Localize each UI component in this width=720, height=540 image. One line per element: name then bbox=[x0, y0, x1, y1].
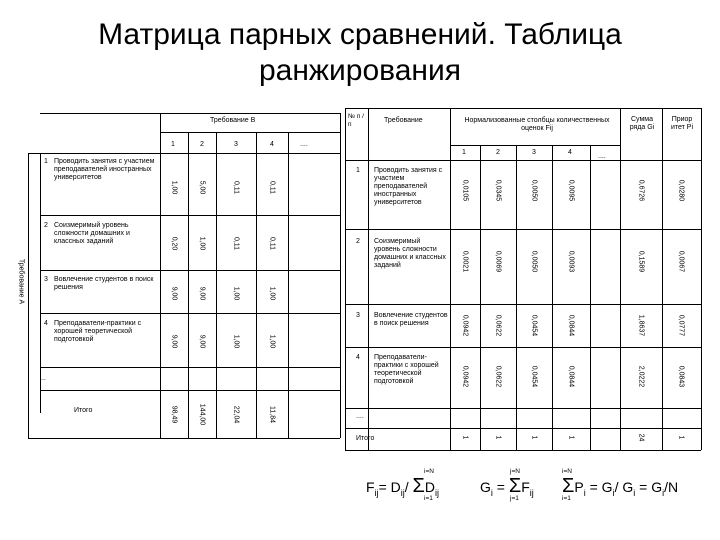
matrix-value: 9,00 bbox=[198, 286, 206, 301]
priority-value: 0,0280 bbox=[677, 179, 685, 202]
col-number: 2 bbox=[200, 141, 204, 148]
row-number: 2 bbox=[356, 238, 360, 245]
total-value: 22,04 bbox=[232, 405, 240, 424]
matrix-value: 0,11 bbox=[268, 180, 276, 195]
normalized-value: 0,0622 bbox=[494, 365, 502, 388]
col-number: 2 bbox=[496, 149, 500, 156]
total-label: Итого bbox=[74, 407, 93, 414]
normalized-value: 0,0069 bbox=[494, 250, 502, 273]
row-number: 2 bbox=[44, 222, 48, 229]
total-priority: 1 bbox=[677, 435, 685, 440]
row-number: 4 bbox=[44, 320, 48, 327]
row-label: Вовлечение студентов в поиск решения bbox=[54, 276, 154, 291]
col-number: .... bbox=[300, 141, 308, 148]
row-label: Проводить занятия с участием преподавателей иностранных университетов bbox=[374, 167, 443, 206]
requirement-a-label: Требование A bbox=[17, 258, 25, 305]
total-value: 144,00 bbox=[198, 403, 206, 426]
matrix-value: 9,00 bbox=[198, 334, 206, 349]
normalized-value: 0,0942 bbox=[461, 314, 469, 337]
normalized-value: 0,0050 bbox=[530, 179, 538, 202]
normalized-value: 0,0050 bbox=[530, 250, 538, 273]
header-priority: Приор итет Pi bbox=[670, 116, 694, 131]
row-number: 1 bbox=[356, 167, 360, 174]
matrix-value: 1,00 bbox=[232, 286, 240, 301]
title-line-1: Матрица парных сравнений. Таблица bbox=[98, 18, 622, 51]
row-sum: 0,6726 bbox=[637, 179, 645, 202]
row-number: 3 bbox=[44, 276, 48, 283]
normalized-value: 0,0021 bbox=[461, 250, 469, 273]
title-line-2: ранжирования bbox=[259, 54, 461, 87]
col-number: .... bbox=[598, 153, 606, 160]
matrix-value: 9,00 bbox=[170, 286, 178, 301]
header-number: № п /п bbox=[348, 113, 364, 128]
col-number: 1 bbox=[171, 141, 175, 148]
normalized-value: 0,0105 bbox=[461, 179, 469, 202]
row-number: 4 bbox=[356, 354, 360, 361]
row-label: Преподаватели-практики с хорошей теоретической подготовкой bbox=[374, 354, 439, 385]
total-sum: 24 bbox=[637, 433, 645, 442]
sum-lower: i=1 bbox=[562, 495, 571, 502]
normalized-value: 0,0095 bbox=[567, 179, 575, 202]
row-label: Соизмеримый уровень сложности домашних и классных заданий bbox=[374, 238, 446, 269]
matrix-value: 5,00 bbox=[198, 180, 206, 195]
normalized-value: 0,0454 bbox=[530, 365, 538, 388]
dots: .... bbox=[356, 413, 364, 420]
matrix-value: 0,11 bbox=[232, 180, 240, 195]
priority-value: 0,0843 bbox=[677, 365, 685, 388]
normalized-value: 0,0622 bbox=[494, 314, 502, 337]
normalized-value: 0,0844 bbox=[567, 314, 575, 337]
matrix-value: 1,00 bbox=[268, 286, 276, 301]
matrix-value: 1,00 bbox=[268, 334, 276, 349]
matrix-value: 0,20 bbox=[170, 236, 178, 251]
row-sum: 0,1589 bbox=[637, 250, 645, 273]
sum-lower: i=1 bbox=[424, 495, 433, 502]
formula-priority: $\Sigma P_i = G_i/$ $G_i = G_i/N$ bbox=[562, 475, 679, 498]
row-label: Вовлечение студентов в поиск решения bbox=[374, 312, 448, 327]
requirement-b-header: Требование B bbox=[210, 117, 256, 124]
total-value: 98,49 bbox=[170, 405, 178, 424]
col-number: 1 bbox=[462, 149, 466, 156]
header-requirement: Требование bbox=[384, 117, 423, 124]
row-sum: 2,0222 bbox=[637, 365, 645, 388]
total-value: 1 bbox=[494, 435, 502, 440]
col-number: 4 bbox=[568, 149, 572, 156]
row-label: Преподаватели-практики с хорошей теоретической подготовкой bbox=[54, 320, 142, 343]
normalized-value: 0,0844 bbox=[567, 365, 575, 388]
sum-upper: i=N bbox=[424, 468, 434, 475]
matrix-value: 1,00 bbox=[170, 180, 178, 195]
priority-value: 0,0777 bbox=[677, 314, 685, 337]
formula-normalization: $F_{ij}= D_{ij}/$ $\Sigma D_{ij}$ bbox=[366, 475, 440, 498]
row-label: Проводить занятия с участием преподавателей иностранных университетов bbox=[54, 158, 155, 181]
dots: ... bbox=[40, 375, 46, 382]
sum-lower: j=1 bbox=[510, 495, 519, 502]
col-number: 3 bbox=[532, 149, 536, 156]
total-value: 11,84 bbox=[268, 406, 276, 423]
total-label: Итого bbox=[356, 435, 375, 442]
row-number: 1 bbox=[44, 158, 48, 165]
header-normalized: Нормализованные столбцы количественных оценок Fij bbox=[464, 117, 610, 132]
normalized-value: 0,0345 bbox=[494, 179, 502, 202]
total-value: 1 bbox=[567, 435, 575, 440]
matrix-value: 1,00 bbox=[232, 334, 240, 349]
total-value: 1 bbox=[461, 435, 469, 440]
col-number: 3 bbox=[234, 141, 238, 148]
sum-upper: j=N bbox=[510, 468, 520, 475]
matrix-value: 0,11 bbox=[232, 236, 240, 251]
normalized-value: 0,0454 bbox=[530, 314, 538, 337]
col-number: 4 bbox=[270, 141, 274, 148]
matrix-value: 0,11 bbox=[268, 236, 276, 251]
row-label: Соизмеримый уровень сложности домашних и классных заданий bbox=[54, 222, 130, 245]
matrix-value: 9,00 bbox=[170, 334, 178, 349]
total-value: 1 bbox=[530, 435, 538, 440]
sum-upper: i=N bbox=[562, 468, 572, 475]
row-sum: 1,8637 bbox=[637, 314, 645, 337]
matrix-value: 1,00 bbox=[198, 236, 206, 251]
normalized-value: 0,0093 bbox=[567, 250, 575, 273]
row-number: 3 bbox=[356, 312, 360, 319]
normalized-value: 0,0942 bbox=[461, 365, 469, 388]
header-sum: Сумма ряда Gi bbox=[629, 116, 655, 131]
formula-row-sum: $G_i = \Sigma F_{ij}$ bbox=[480, 475, 534, 498]
priority-value: 0,0067 bbox=[677, 250, 685, 273]
